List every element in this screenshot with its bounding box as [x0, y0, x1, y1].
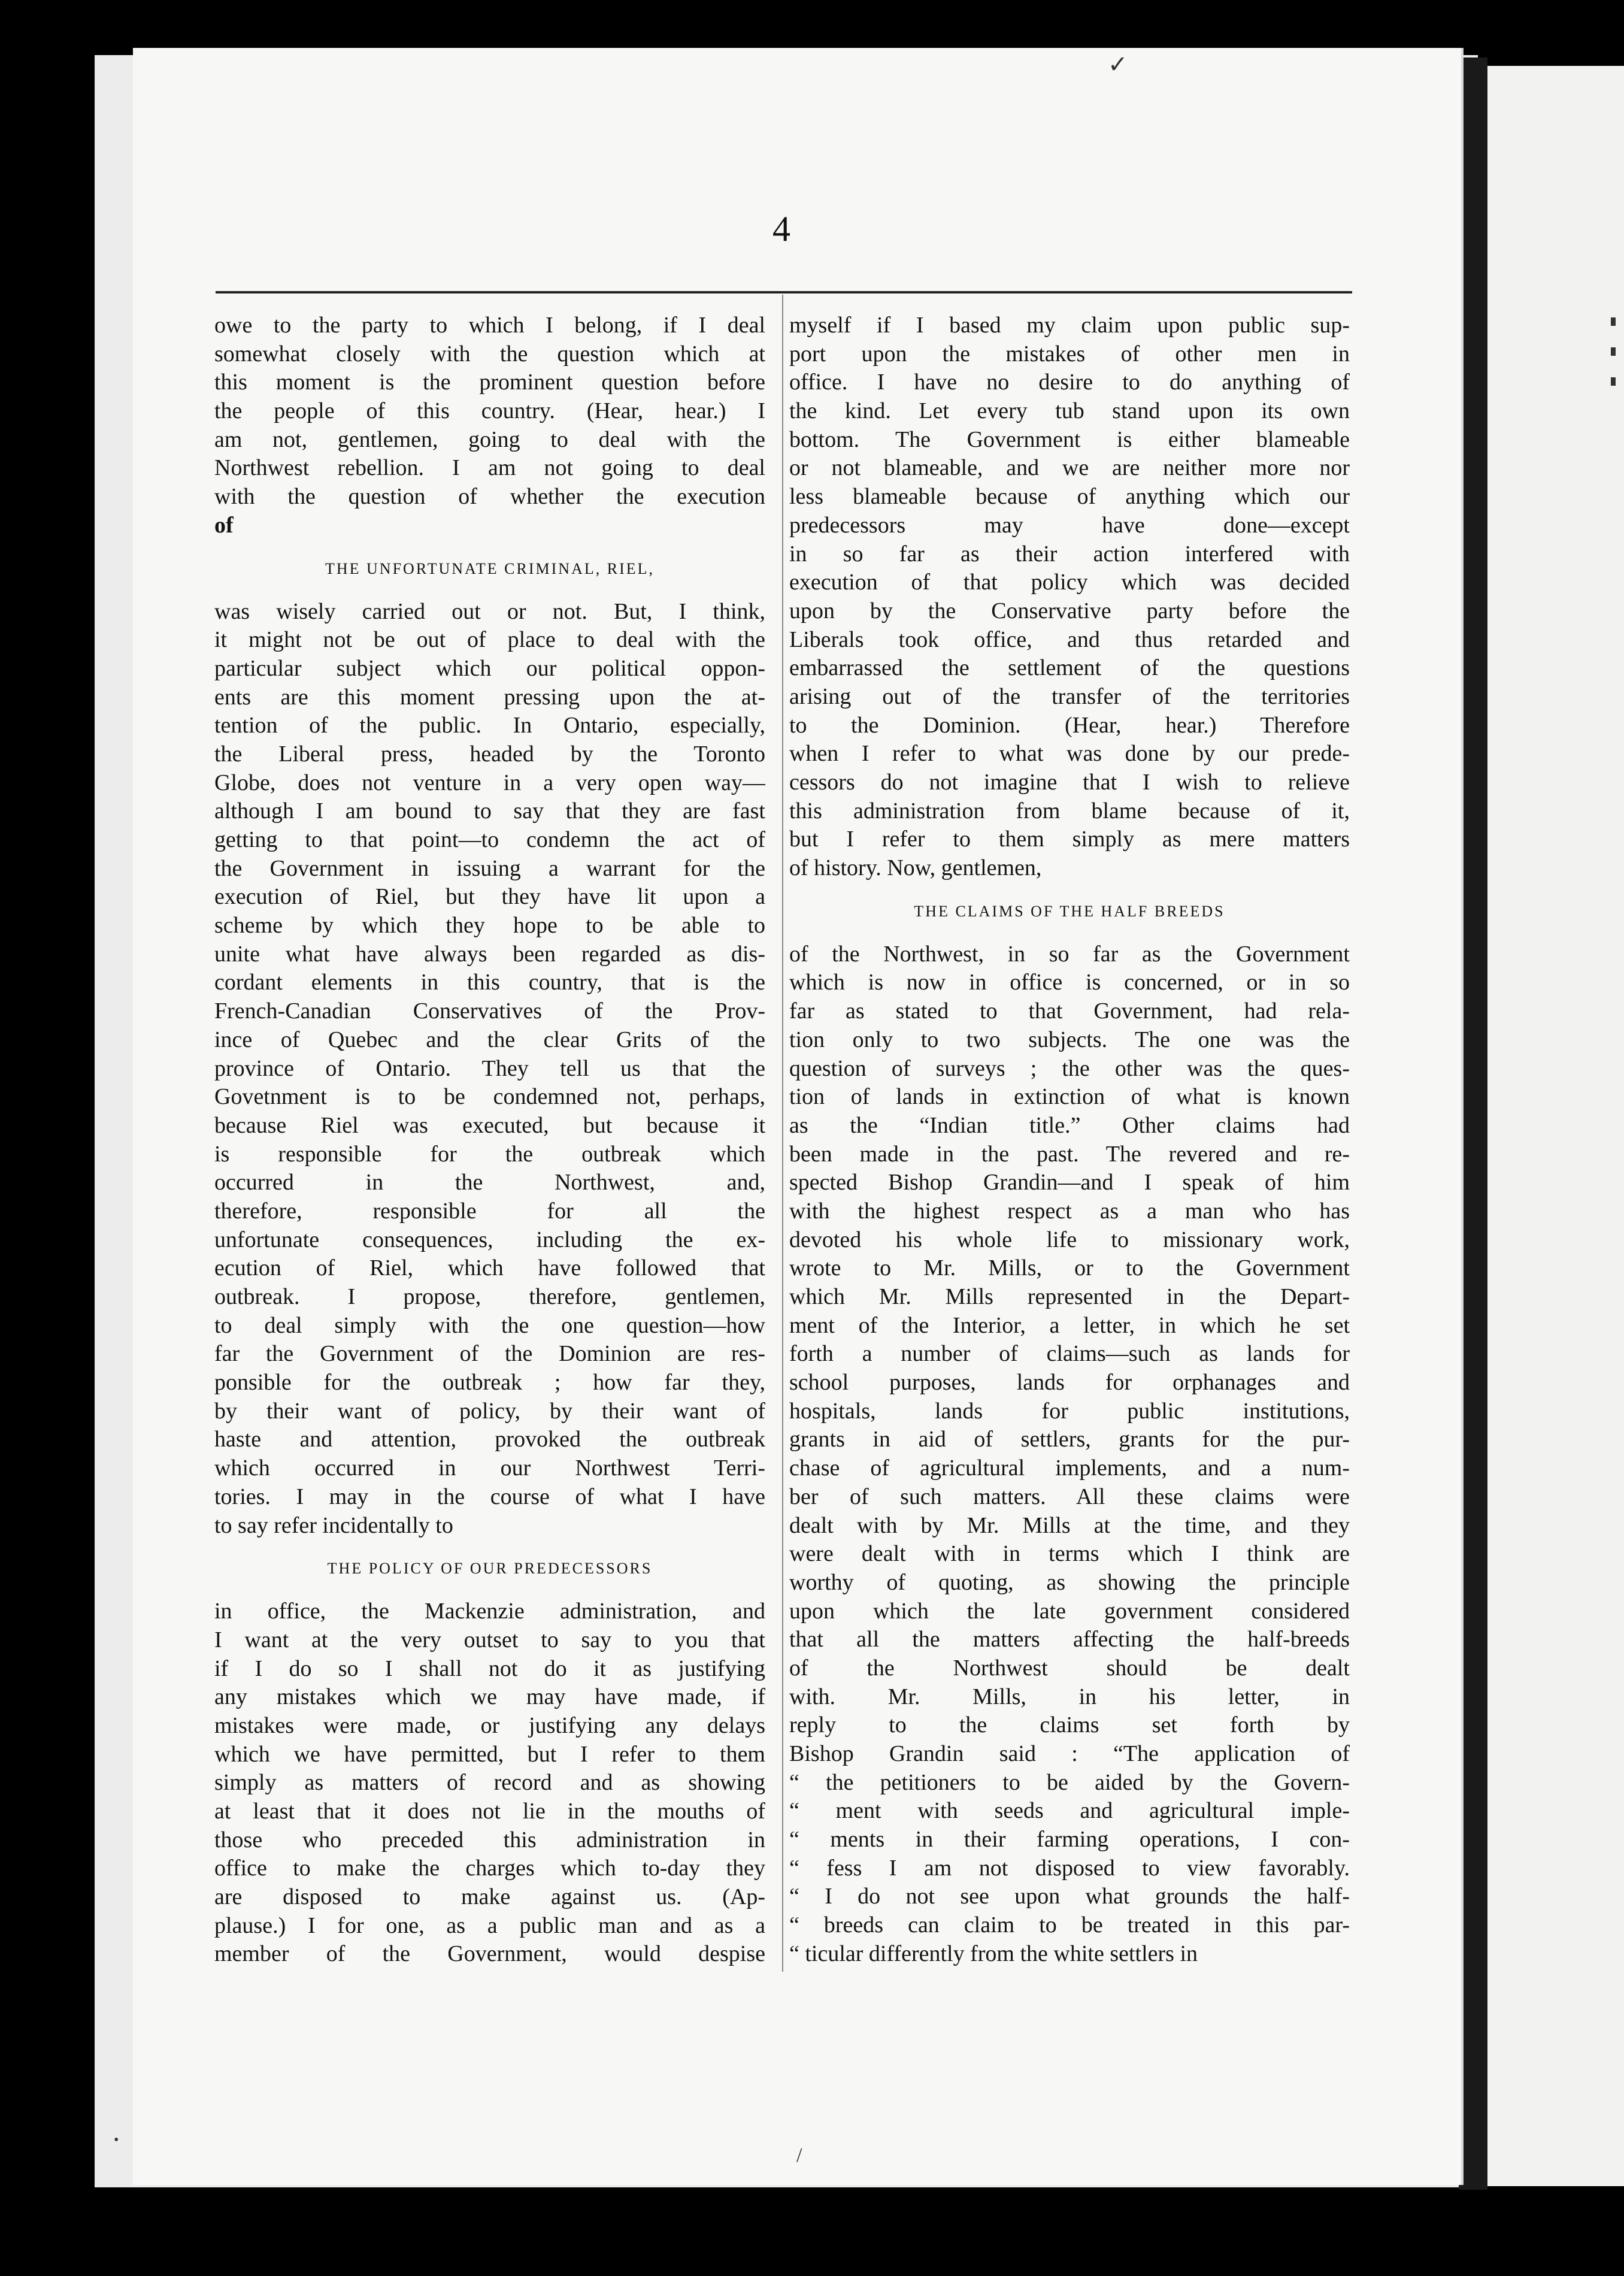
- text-line: therefore, responsible for all the: [214, 1198, 765, 1224]
- text-line: “ ment with seeds and agricultural imple-: [789, 1798, 1350, 1824]
- text-line: with the highest respect as a man who has: [789, 1198, 1350, 1224]
- text-line: in so far as their action interfered with: [789, 541, 1350, 567]
- text-line: execution of that policy which was decided: [789, 570, 1350, 595]
- text-line: “ I do not see upon what grounds the half-: [789, 1884, 1350, 1909]
- text-line: or not blameable, and we are neither more nor: [789, 455, 1350, 481]
- scan-speck: /: [796, 2144, 802, 2166]
- edge-speck: [1611, 347, 1616, 356]
- text-line: far the Government of the Dominion are res-: [214, 1341, 765, 1367]
- right-column: [789, 311, 1350, 1969]
- text-line: occurred in the Northwest, and,: [214, 1170, 765, 1195]
- text-line: tion only to two subjects. The one was the: [789, 1027, 1350, 1052]
- right-paragraph-2: [789, 940, 1350, 1969]
- text-line: devoted his whole life to missionary work,: [789, 1227, 1350, 1252]
- text-line: Liberals took office, and thus retarded and: [789, 626, 1350, 652]
- text-line: this moment is the prominent question before: [214, 370, 765, 395]
- text-line: chase of agricultural implements, and a num-: [789, 1455, 1350, 1481]
- text-line: are disposed to make against us. (Ap-: [214, 1884, 765, 1910]
- text-line: although I am bound to say that they are fast: [214, 798, 765, 824]
- text-line: hospitals, lands for public institutions,: [789, 1398, 1350, 1424]
- column-divider: [782, 295, 783, 1972]
- text-line: ecution of Riel, which have followed that: [214, 1255, 765, 1281]
- edge-speck: [1611, 377, 1616, 386]
- text-line: which we have permitted, but I refer to them: [214, 1741, 765, 1767]
- left-paragraph-2: [214, 598, 765, 1540]
- facing-page-edge: [1487, 66, 1624, 2186]
- text-line: execution of Riel, but they have lit upon a: [214, 884, 765, 910]
- text-line: ponsible for the outbreak ; how far they,: [214, 1370, 765, 1396]
- left-paragraph-3: [214, 1597, 765, 1969]
- text-line: “ fess I am not disposed to view favorably.: [789, 1855, 1350, 1881]
- text-line: at least that it does not lie in the mouths of: [214, 1799, 765, 1824]
- text-line: which occurred in our Northwest Terri-: [214, 1455, 765, 1481]
- text-line: port upon the mistakes of other men in: [789, 341, 1350, 367]
- text-line: member of the Government, would despise: [214, 1941, 765, 1967]
- text-line: far as stated to that Government, had rela-: [789, 998, 1350, 1024]
- text-line: but I refer to them simply as mere matters: [789, 827, 1350, 852]
- text-line: getting to that point—to condemn the act of: [214, 827, 765, 852]
- text-line: with. Mr. Mills, in his letter, in: [789, 1684, 1350, 1709]
- text-line: the kind. Let every tub stand upon its own: [789, 398, 1350, 424]
- text-line: of: [214, 512, 234, 538]
- text-line: with the question of whether the execution: [214, 484, 765, 510]
- text-line: “ breeds can claim to be treated in this par-: [789, 1912, 1350, 1938]
- text-line: plause.) I for one, as a public man and as a: [214, 1912, 765, 1938]
- text-line: Globe, does not venture in a very open way—: [214, 770, 765, 795]
- text-line: ment of the Interior, a letter, in which he set: [789, 1312, 1350, 1338]
- text-line: “ ments in their farming operations, I con-: [789, 1827, 1350, 1853]
- text-line: mistakes were made, or justifying any delays: [214, 1712, 765, 1738]
- text-line: I want at the very outset to say to you that: [214, 1627, 765, 1652]
- text-line: particular subject which our political oppon-: [214, 655, 765, 681]
- text-line: is responsible for the outbreak which: [214, 1141, 765, 1167]
- left-column: [214, 311, 765, 1969]
- text-line: the Government in issuing a warrant for the: [214, 855, 765, 881]
- text-line: “ ticular differently from the white settlers in: [789, 1941, 1198, 1966]
- text-line: tention of the public. In Ontario, especially,: [214, 713, 765, 739]
- text-line: to say refer incidentally to: [214, 1512, 453, 1538]
- edge-speck: [1611, 317, 1616, 326]
- section-heading-riel: THE UNFORTUNATE CRIMINAL, RIEL,: [325, 559, 655, 577]
- text-line: was wisely carried out or not. But, I think,: [214, 598, 765, 624]
- text-line: ents are this moment pressing upon the at-: [214, 684, 765, 710]
- text-line: less blameable because of anything which our: [789, 484, 1350, 510]
- text-line: Bishop Grandin said : “The application of: [789, 1741, 1350, 1766]
- scan-speck: •: [114, 2132, 119, 2148]
- text-line: dealt with by Mr. Mills at the time, and they: [789, 1512, 1350, 1538]
- section-heading-half-breeds: THE CLAIMS OF THE HALF BREEDS: [914, 902, 1225, 920]
- text-line: predecessors may have done—except: [789, 512, 1350, 538]
- text-line: because Riel was executed, but because it: [214, 1112, 765, 1138]
- text-line: wrote to Mr. Mills, or to the Government: [789, 1255, 1350, 1281]
- text-line: arising out of the transfer of the territories: [789, 683, 1350, 709]
- header-rule: [216, 291, 1352, 293]
- text-line: to the Dominion. (Hear, hear.) Therefore: [789, 712, 1350, 738]
- text-line: were dealt with in terms which I think are: [789, 1541, 1350, 1567]
- text-line: unite what have always been regarded as dis-: [214, 941, 765, 967]
- text-line: to deal simply with the one question—how: [214, 1312, 765, 1338]
- text-line: of the Northwest should be dealt: [789, 1655, 1350, 1681]
- text-line: forth a number of claims—such as lands for: [789, 1341, 1350, 1367]
- text-line: Northwest rebellion. I am not going to deal: [214, 455, 765, 481]
- left-paragraph-1: [214, 311, 765, 540]
- text-line: which Mr. Mills represented in the Depart-: [789, 1284, 1350, 1309]
- text-line: tion of lands in extinction of what is known: [789, 1084, 1350, 1110]
- text-line: am not, gentlemen, going to deal with the: [214, 426, 765, 452]
- text-line: by their want of policy, by their want of: [214, 1398, 765, 1424]
- text-line: outbreak. I propose, therefore, gentlemen,: [214, 1284, 765, 1309]
- text-line: been made in the past. The revered and re-: [789, 1141, 1350, 1167]
- text-line: as the “Indian title.” Other claims had: [789, 1112, 1350, 1138]
- text-line: cessors do not imagine that I wish to relieve: [789, 770, 1350, 795]
- text-line: this administration from blame because of it,: [789, 798, 1350, 824]
- text-line: if I do so I shall not do it as justifying: [214, 1655, 765, 1681]
- text-line: upon which the late government considered: [789, 1598, 1350, 1624]
- section-heading-predecessors: THE POLICY OF OUR PREDECESSORS: [327, 1560, 653, 1578]
- text-line: somewhat closely with the question which at: [214, 341, 765, 367]
- text-line: French-Canadian Conservatives of the Prov-: [214, 998, 765, 1024]
- text-line: embarrassed the settlement of the questions: [789, 655, 1350, 681]
- text-line: it might not be out of place to deal with the: [214, 627, 765, 653]
- book-spine-shadow: [1459, 57, 1487, 2190]
- text-line: those who preceded this administration in: [214, 1827, 765, 1853]
- text-line: myself if I based my claim upon public sup-: [789, 313, 1350, 338]
- right-paragraph-1: [789, 311, 1350, 883]
- text-line: spected Bishop Grandin—and I speak of him: [789, 1170, 1350, 1195]
- text-line: that all the matters affecting the half-breeds: [789, 1627, 1350, 1652]
- text-line: which is now in office is concerned, or in so: [789, 970, 1350, 995]
- text-line: of the Northwest, in so far as the Government: [789, 941, 1350, 967]
- text-line: upon by the Conservative party before the: [789, 598, 1350, 624]
- page-number: 4: [772, 209, 790, 249]
- text-line: in office, the Mackenzie administration, and: [214, 1599, 765, 1624]
- text-line: ince of Quebec and the clear Grits of the: [214, 1027, 765, 1052]
- text-line: unfortunate consequences, including the ex-: [214, 1227, 765, 1252]
- text-line: Govetnment is to be condemned not, perhaps,: [214, 1084, 765, 1110]
- text-line: tories. I may in the course of what I have: [214, 1484, 765, 1509]
- text-line: of history. Now, gentlemen,: [789, 855, 1042, 881]
- text-line: office to make the charges which to-day they: [214, 1856, 765, 1881]
- text-line: cordant elements in this country, that is the: [214, 970, 765, 995]
- scan-speck: ✓: [1108, 51, 1128, 78]
- text-line: “ the petitioners to be aided by the Govern-: [789, 1769, 1350, 1795]
- text-line: reply to the claims set forth by: [789, 1712, 1350, 1738]
- text-line: haste and attention, provoked the outbreak: [214, 1427, 765, 1452]
- text-line: scheme by which they hope to be able to: [214, 913, 765, 939]
- text-line: grants in aid of settlers, grants for the pur-: [789, 1427, 1350, 1452]
- text-line: when I refer to what was done by our prede-: [789, 741, 1350, 767]
- text-line: question of surveys ; the other was the ques-: [789, 1055, 1350, 1081]
- text-line: ber of such matters. All these claims were: [789, 1484, 1350, 1509]
- text-line: worthy of quoting, as showing the principle: [789, 1569, 1350, 1595]
- text-line: school purposes, lands for orphanages and: [789, 1370, 1350, 1396]
- text-line: simply as matters of record and as showing: [214, 1770, 765, 1796]
- text-line: the Liberal press, headed by the Toronto: [214, 741, 765, 767]
- text-line: office. I have no desire to do anything of: [789, 370, 1350, 395]
- text-line: owe to the party to which I belong, if I deal: [214, 313, 765, 338]
- text-line: the people of this country. (Hear, hear.) I: [214, 398, 765, 424]
- text-line: bottom. The Government is either blameable: [789, 426, 1350, 452]
- text-line: any mistakes which we may have made, if: [214, 1684, 765, 1710]
- text-line: province of Ontario. They tell us that the: [214, 1055, 765, 1081]
